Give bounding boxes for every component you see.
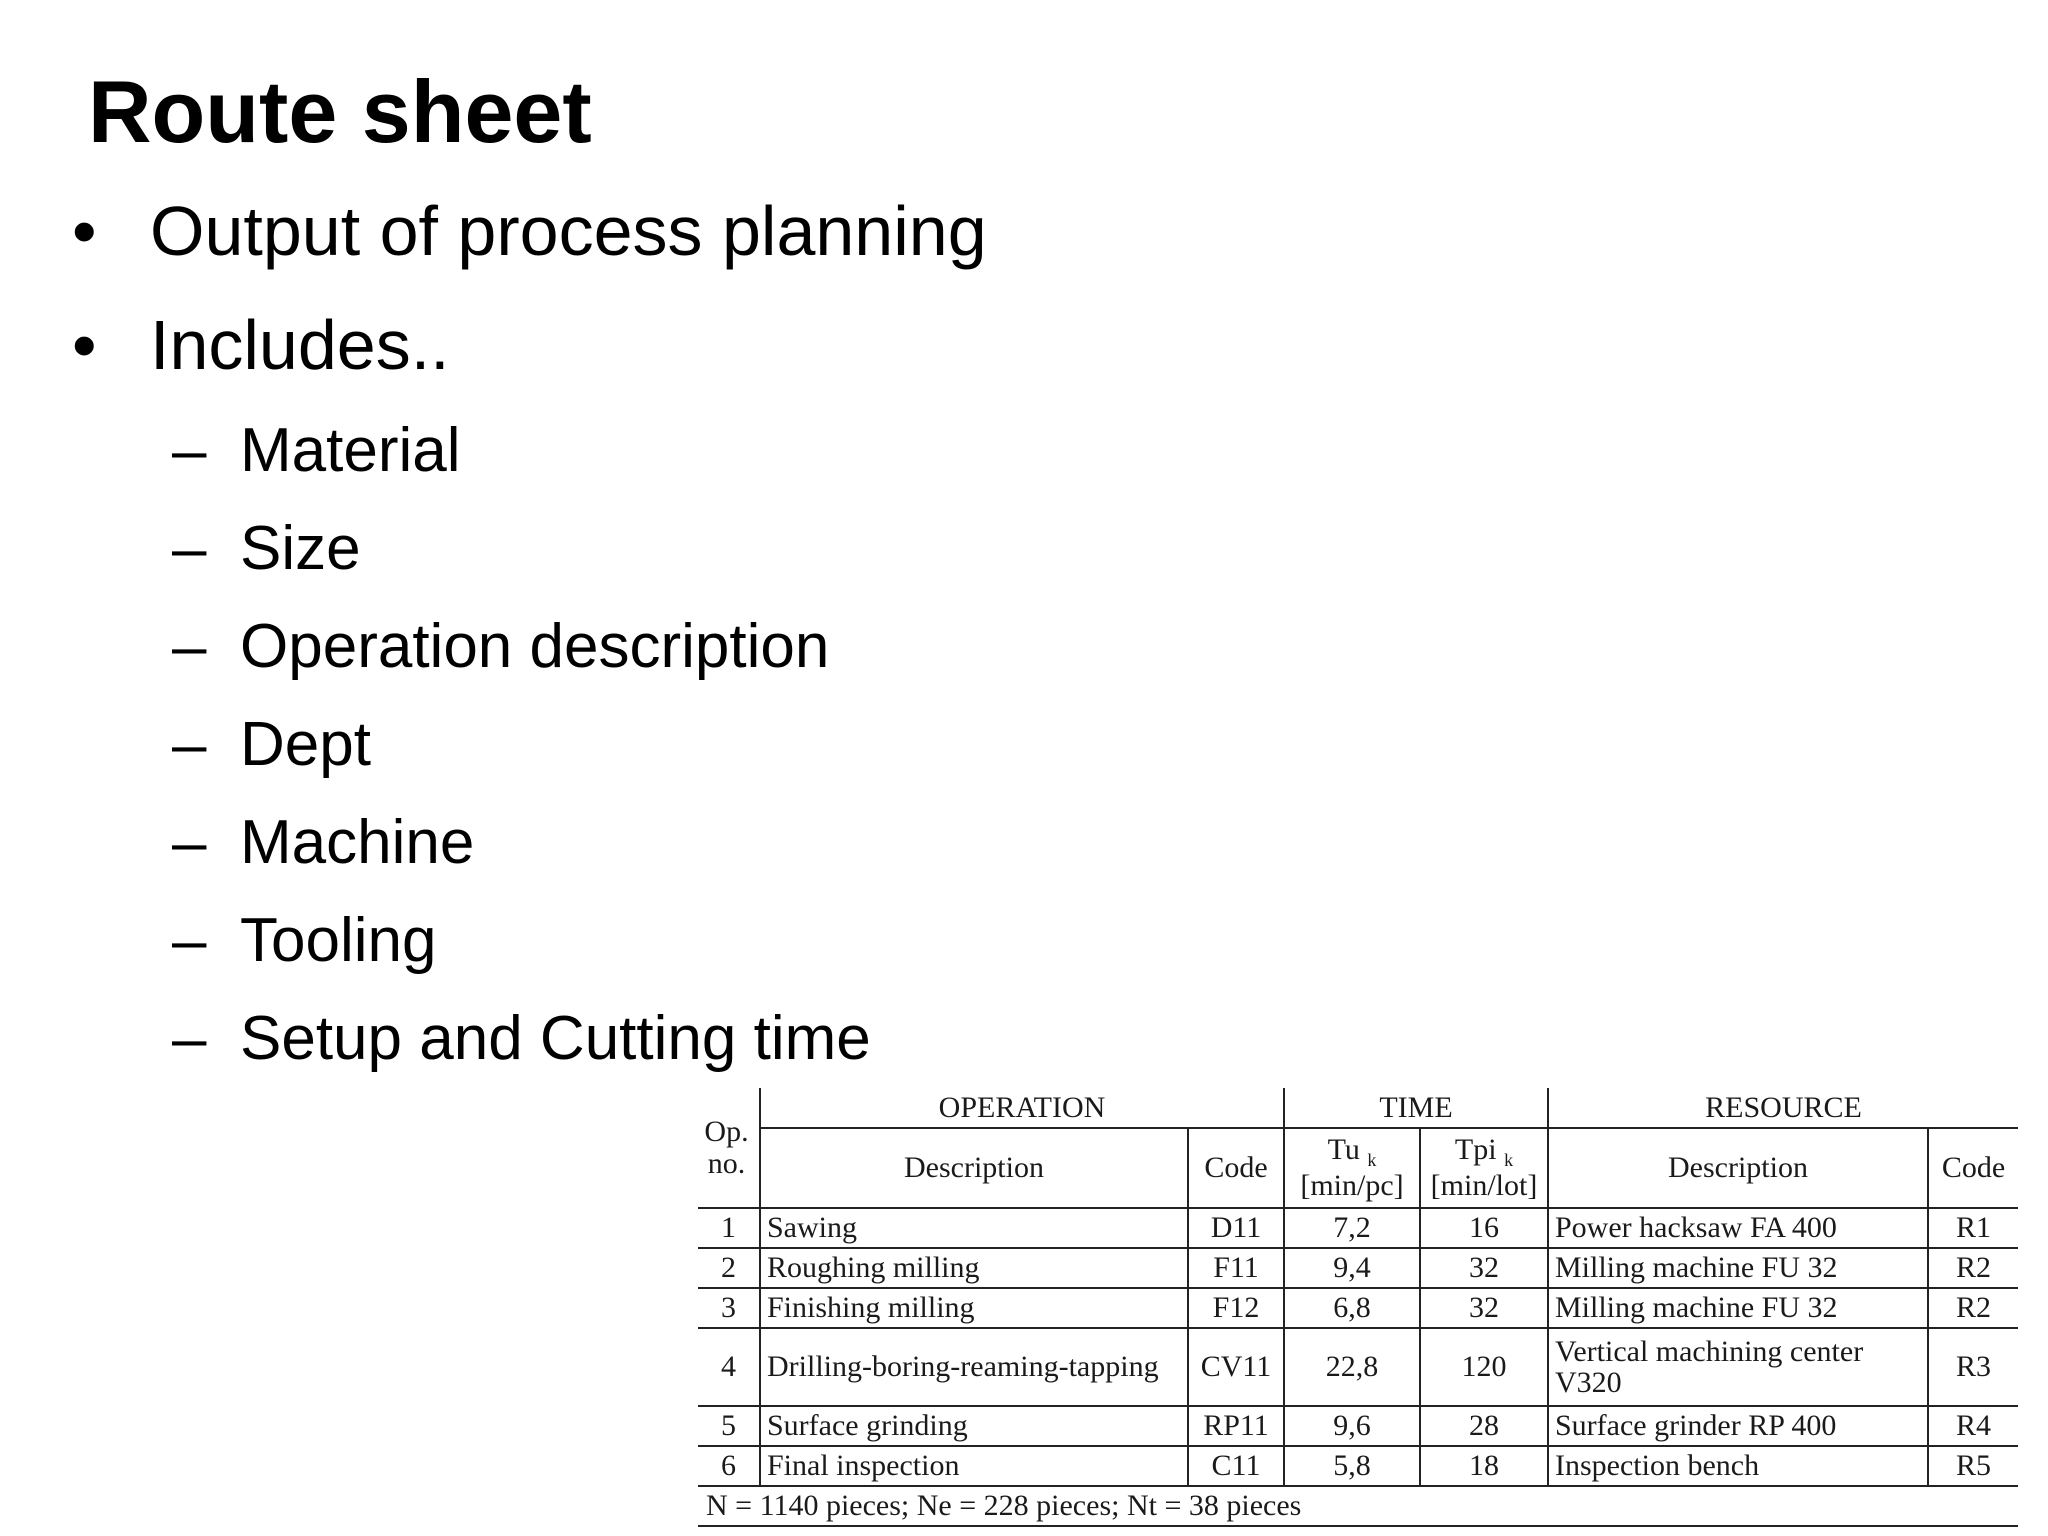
dash-marker: – bbox=[172, 906, 207, 975]
dash-marker: – bbox=[172, 1004, 207, 1073]
table-footnote-row bbox=[698, 1486, 2018, 1526]
table-footnote: N = 1140 pieces; Ne = 228 pieces; Nt = 38 pieces bbox=[698, 1486, 2018, 1526]
tpi-label: Tpi bbox=[1454, 1133, 1497, 1167]
tpi-subscript: k bbox=[1504, 1150, 1514, 1171]
table-row bbox=[698, 1248, 2018, 1288]
sub-bullet-text: Setup and Cutting time bbox=[240, 1004, 871, 1073]
tu-value: 5,8 bbox=[1284, 1446, 1420, 1486]
tu-header bbox=[1284, 1128, 1420, 1208]
table-row bbox=[698, 1406, 2018, 1446]
op-number: 5 bbox=[698, 1406, 760, 1446]
op-number: 3 bbox=[698, 1288, 760, 1328]
resource-description: Power hacksaw FA 400 bbox=[1548, 1208, 1928, 1248]
dash-marker: – bbox=[172, 808, 207, 877]
tu-value: 7,2 bbox=[1284, 1208, 1420, 1248]
op-code: F11 bbox=[1188, 1248, 1284, 1288]
dash-marker: – bbox=[172, 514, 207, 583]
tpi-value: 16 bbox=[1420, 1208, 1548, 1248]
op-no-header: Op. no. bbox=[698, 1088, 760, 1208]
table-row bbox=[698, 1288, 2018, 1328]
tu-value: 6,8 bbox=[1284, 1288, 1420, 1328]
op-description: Finishing milling bbox=[760, 1288, 1188, 1328]
res-description-header: Description bbox=[1548, 1128, 1928, 1208]
tpi-value: 32 bbox=[1420, 1248, 1548, 1288]
resource-description: Surface grinder RP 400 bbox=[1548, 1406, 1928, 1446]
dash-marker: – bbox=[172, 710, 207, 779]
route-sheet-table bbox=[698, 1088, 2018, 1527]
sub-bullet-text: Size bbox=[240, 514, 361, 583]
op-code: D11 bbox=[1188, 1208, 1284, 1248]
dash-marker: – bbox=[172, 416, 207, 485]
tpi-value: 32 bbox=[1420, 1288, 1548, 1328]
bullet-marker: • bbox=[72, 192, 97, 270]
op-code: C11 bbox=[1188, 1446, 1284, 1486]
sub-bullet-text: Dept bbox=[240, 710, 371, 779]
tu-value: 22,8 bbox=[1284, 1328, 1420, 1406]
resource-code: R4 bbox=[1928, 1406, 2018, 1446]
operation-group-header: OPERATION bbox=[760, 1088, 1284, 1128]
op-number: 1 bbox=[698, 1208, 760, 1248]
tu-value: 9,6 bbox=[1284, 1406, 1420, 1446]
op-description-header: Description bbox=[760, 1128, 1188, 1208]
tpi-header bbox=[1420, 1128, 1548, 1208]
op-description: Final inspection bbox=[760, 1446, 1188, 1486]
op-description: Surface grinding bbox=[760, 1406, 1188, 1446]
op-number: 4 bbox=[698, 1328, 760, 1406]
op-code: CV11 bbox=[1188, 1328, 1284, 1406]
sub-bullet-text: Tooling bbox=[240, 906, 437, 975]
op-code: RP11 bbox=[1188, 1406, 1284, 1446]
resource-code: R1 bbox=[1928, 1208, 2018, 1248]
sub-bullet-text: Material bbox=[240, 416, 461, 485]
bullet-text: Includes.. bbox=[150, 306, 450, 384]
resource-description: Inspection bench bbox=[1548, 1446, 1928, 1486]
op-description: Sawing bbox=[760, 1208, 1188, 1248]
op-code: F12 bbox=[1188, 1288, 1284, 1328]
res-code-header: Code bbox=[1928, 1128, 2018, 1208]
op-number: 2 bbox=[698, 1248, 760, 1288]
resource-code: R2 bbox=[1928, 1288, 2018, 1328]
tu-unit: [min/pc] bbox=[1300, 1169, 1404, 1203]
dash-marker: – bbox=[172, 612, 207, 681]
sub-bullet-text: Machine bbox=[240, 808, 475, 877]
slide-title: Route sheet bbox=[88, 62, 592, 161]
resource-code: R5 bbox=[1928, 1446, 2018, 1486]
tpi-unit: [min/lot] bbox=[1430, 1169, 1538, 1203]
tpi-value: 18 bbox=[1420, 1446, 1548, 1486]
tu-label: Tu bbox=[1327, 1133, 1360, 1167]
resource-group-header: RESOURCE bbox=[1548, 1088, 2018, 1128]
op-number: 6 bbox=[698, 1446, 760, 1486]
bullet-text: Output of process planning bbox=[150, 192, 987, 270]
resource-description: Vertical machining center V320 bbox=[1548, 1328, 1928, 1406]
resource-code: R2 bbox=[1928, 1248, 2018, 1288]
sub-bullet-text: Operation description bbox=[240, 612, 830, 681]
tpi-value: 28 bbox=[1420, 1406, 1548, 1446]
op-code-header: Code bbox=[1188, 1128, 1284, 1208]
resource-description: Milling machine FU 32 bbox=[1548, 1248, 1928, 1288]
table-row bbox=[698, 1328, 2018, 1406]
resource-code: R3 bbox=[1928, 1328, 2018, 1406]
column-header-row bbox=[698, 1128, 2018, 1208]
op-description: Roughing milling bbox=[760, 1248, 1188, 1288]
resource-description: Milling machine FU 32 bbox=[1548, 1288, 1928, 1328]
table-row bbox=[698, 1208, 2018, 1248]
tu-subscript: k bbox=[1367, 1150, 1377, 1171]
op-description: Drilling-boring-reaming-tapping bbox=[760, 1328, 1188, 1406]
time-group-header: TIME bbox=[1284, 1088, 1548, 1128]
group-header-row bbox=[698, 1088, 2018, 1128]
bullet-marker: • bbox=[72, 306, 97, 384]
tu-value: 9,4 bbox=[1284, 1248, 1420, 1288]
tpi-value: 120 bbox=[1420, 1328, 1548, 1406]
table-row bbox=[698, 1446, 2018, 1486]
